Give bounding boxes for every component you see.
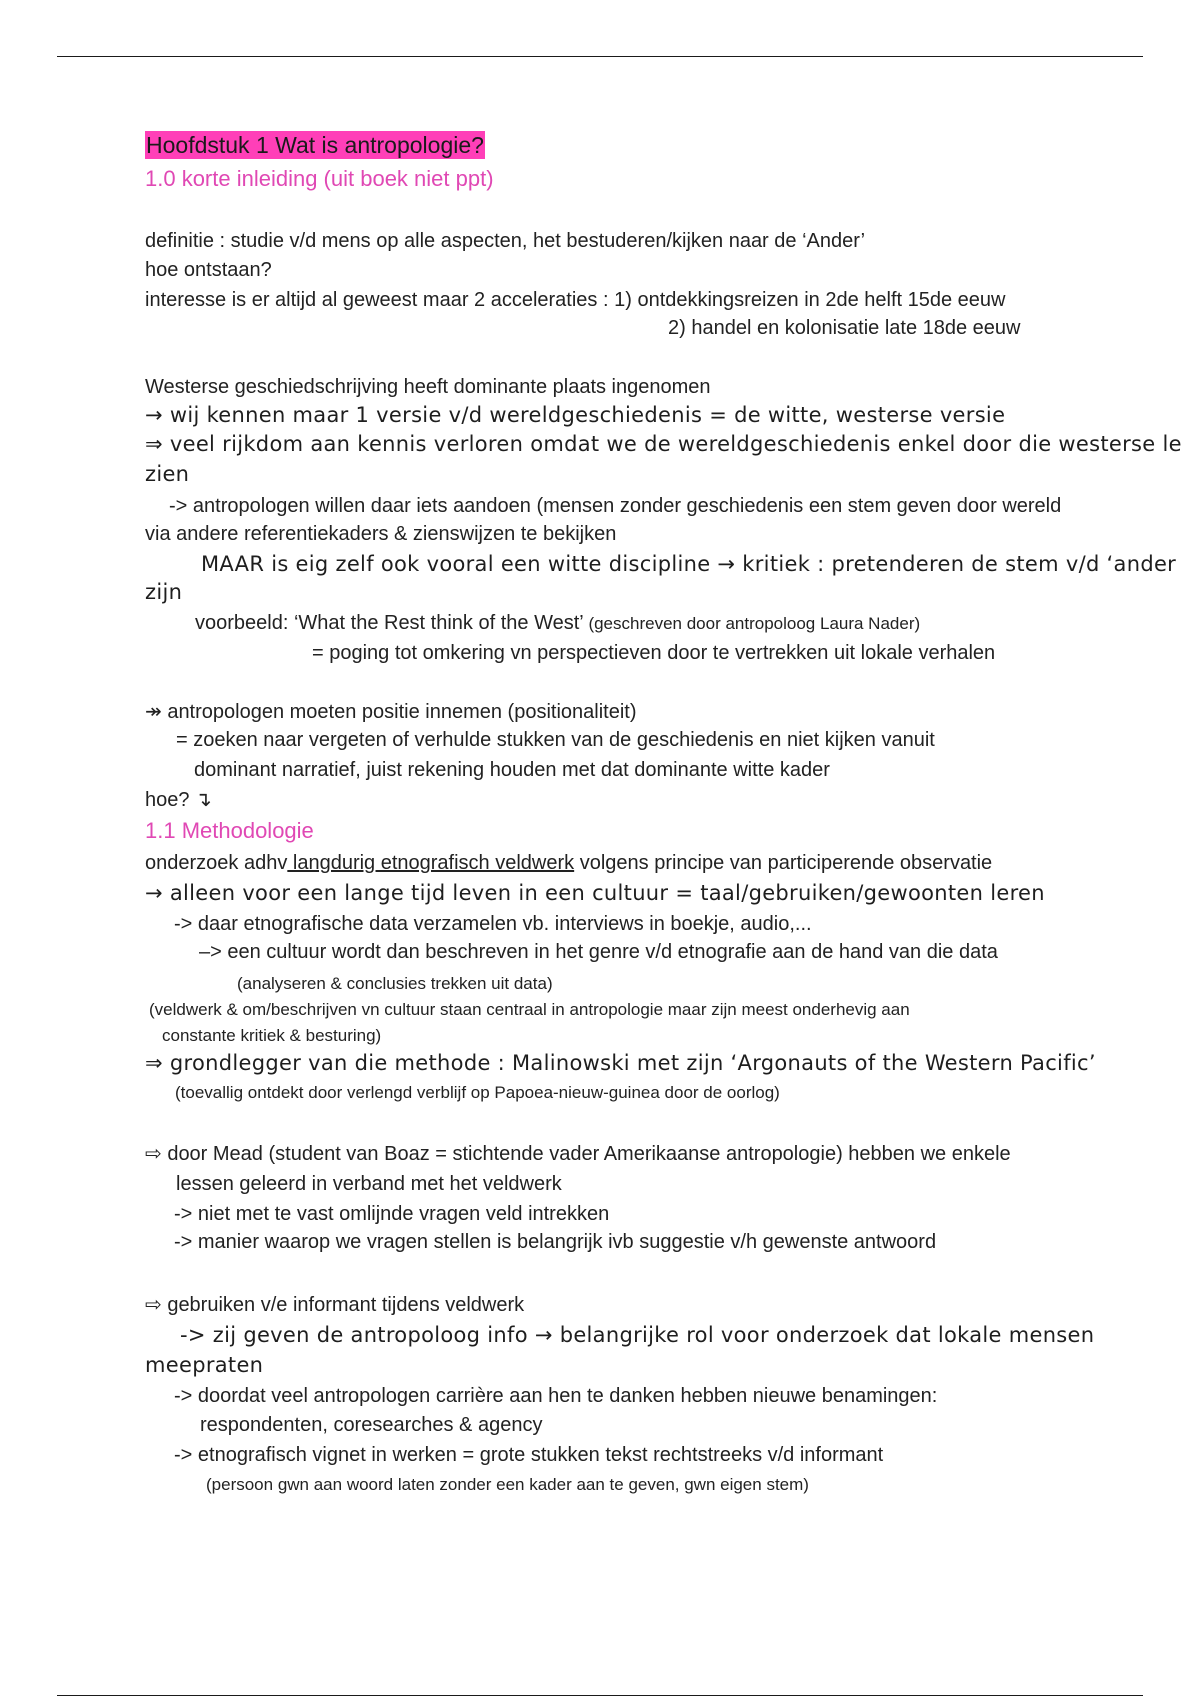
example-title: voorbeeld: ‘What the Rest think of the West’ — [195, 612, 584, 634]
analysis-note: (analyseren & conclusies trekken uit data) — [237, 974, 553, 993]
critique-cont: zijn — [145, 580, 183, 604]
lost-knowledge-line: ⇒ veel rijkdom aan kennis verloren omdat we de wereldgeschiedenis enkel door die westerse le — [145, 432, 1182, 456]
top-rule — [57, 56, 1143, 57]
how-line: hoe? ↴ — [145, 789, 212, 811]
new-names-line: -> doordat veel antropologen carrière aan hen te danken hebben nieuwe benamingen: — [174, 1385, 938, 1407]
fixed-questions-line: -> niet met te vast omlijnde vragen veld intrekken — [174, 1203, 610, 1225]
fieldwork-note-cont: constante kritiek & besturing) — [162, 1026, 382, 1045]
vignette-line: -> etnografisch vignet in werken = grote stukken tekst rechtstreeks v/d informant — [174, 1444, 884, 1466]
fieldwork-note: (veldwerk & om/beschrijven vn cultuur staan centraal in antropologie maar zijn meest onderhevig aan — [149, 1000, 910, 1019]
critique-line: MAAR is eig zelf ook vooral een witte discipline → kritiek : pretenderen de stem v/d ‘ander — [201, 552, 1177, 576]
western-history-line: Westerse geschiedschrijving heeft dominante plaats ingenomen — [145, 376, 711, 398]
founder-line: ⇒ grondlegger van die methode : Malinowski met zijn ‘Argonauts of the Western Pacific’ — [145, 1051, 1096, 1075]
definition-line: definitie : studie v/d mens op alle aspecten, het bestuderen/kijken naar de ‘Ander’ — [145, 230, 866, 252]
example-note: (geschreven door antropoloog Laura Nader) — [583, 614, 921, 633]
research-prefix: onderzoek adhv — [145, 852, 288, 874]
long-time-line: → alleen voor een lange tijd leven in een cultuur = taal/gebruiken/gewoonten leren — [145, 881, 1045, 905]
mead-line: ⇨ door Mead (student van Boaz = stichtende vader Amerikaanse antropologie) hebben we enkele — [145, 1143, 1011, 1165]
positionality-line: ↠ antropologen moeten positie innemen (positionaliteit) — [145, 701, 637, 723]
example-line — [195, 611, 920, 636]
page-title — [145, 133, 485, 159]
origin-question: hoe ontstaan? — [145, 259, 272, 281]
informant-line: ⇨ gebruiken v/e informant tijdens veldwerk — [145, 1294, 525, 1316]
informant-role-cont: meepraten — [145, 1353, 264, 1377]
section-heading-1-0: 1.0 korte inleiding (uit boek niet ppt) — [145, 166, 494, 191]
anthropologists-act-line: -> antropologen willen daar iets aandoen (mensen zonder geschiedenis een stem geven door wereld — [169, 495, 1062, 517]
research-line — [145, 851, 992, 875]
collect-data-line: -> daar etnografische data verzamelen vb. interviews in boekje, audio,... — [174, 913, 812, 935]
question-manner-line: -> manier waarop we vragen stellen is belangrijk ivb suggestie v/h gewenste antwoord — [174, 1231, 937, 1253]
ethnography-genre-line: –> een cultuur wordt dan beschreven in het genre v/d etnografie aan de hand van die data — [199, 941, 998, 963]
own-voice-note: (persoon gwn aan woord laten zonder een kader aan te geven, gwn eigen stem) — [206, 1475, 809, 1494]
anthropologists-act-cont: via andere referentiekaders & zienswijzen te bekijken — [145, 523, 617, 545]
perspective-line: = poging tot omkering vn perspectieven door te vertrekken uit lokale verhalen — [312, 642, 996, 664]
accidental-note: (toevallig ontdekt door verlengd verblijf op Papoea-nieuw-guinea door de oorlog) — [175, 1083, 780, 1102]
lost-knowledge-cont: zien — [145, 462, 190, 486]
accelerations-line: interesse is er altijd al geweest maar 2 acceleraties : 1) ontdekkingsreizen in 2de helft 15de eeuw — [145, 289, 1006, 311]
search-forgotten-line: = zoeken naar vergeten of verhulde stukken van de geschiedenis en niet kijken vanuit — [176, 729, 935, 751]
new-names-cont: respondenten, coresearches & agency — [200, 1414, 543, 1436]
accelerations-line-2: 2) handel en kolonisatie late 18de eeuw — [668, 317, 1021, 339]
fieldwork-underlined: langdurig etnografisch veldwerk — [287, 852, 575, 874]
research-suffix: volgens principe van participerende observatie — [574, 852, 993, 874]
one-version-line: → wij kennen maar 1 versie v/d wereldgeschiedenis = de witte, westerse versie — [145, 403, 1006, 427]
section-heading-1-1: 1.1 Methodologie — [145, 818, 314, 843]
mead-line-cont: lessen geleerd in verband met het veldwerk — [176, 1173, 562, 1195]
bottom-rule — [57, 1695, 1143, 1696]
dominant-narrative-line: dominant narratief, juist rekening houden met dat dominante witte kader — [194, 759, 830, 781]
highlighted-heading: Hoofdstuk 1 Wat is antropologie? — [146, 132, 484, 158]
informant-role-line: -> zij geven de antropoloog info → belangrijke rol voor onderzoek dat lokale mensen — [180, 1323, 1095, 1347]
